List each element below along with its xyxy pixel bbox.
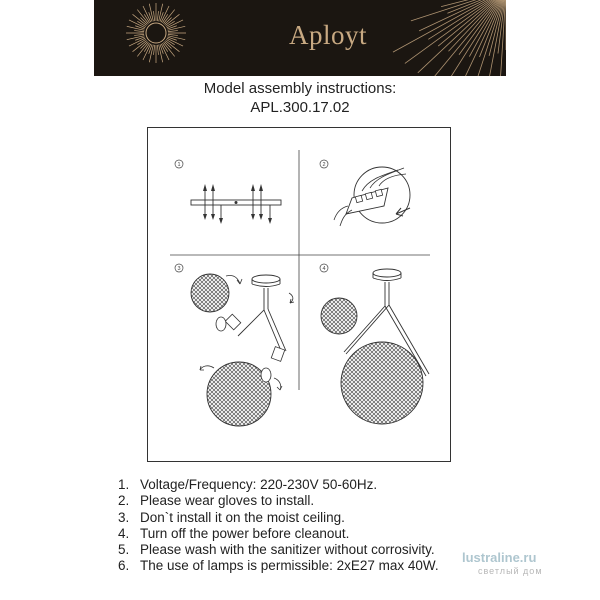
note-item: 3. Don`t install it on the moist ceiling. (118, 509, 345, 525)
lamp-arm (238, 288, 264, 336)
sun-ray (165, 40, 179, 51)
sun-ray (168, 31, 178, 32)
small-glass-globe (191, 274, 229, 312)
sun-ray (133, 40, 147, 51)
svg-text:1: 1 (177, 162, 181, 169)
sun-ray (154, 11, 155, 21)
sun-ray (157, 11, 158, 21)
step-4-marker (320, 264, 328, 272)
small-glass-globe (321, 298, 357, 334)
assembled-lamp-drawing (321, 269, 429, 424)
sun-ray (163, 10, 174, 24)
brand-logo: Aployt (289, 20, 368, 50)
terminal-block-drawing (334, 167, 410, 226)
sun-ray (438, 0, 506, 46)
sun-ray (134, 34, 144, 35)
header-banner (94, 0, 506, 76)
ceiling-canopy (373, 269, 401, 277)
large-glass-globe (341, 342, 423, 424)
model-number: APL.300.17.02 (250, 99, 350, 116)
sun-ray (154, 45, 155, 55)
step-1-marker (175, 160, 183, 168)
svg-text:4: 4 (322, 266, 326, 273)
assembly-diagram-frame (147, 127, 451, 462)
ceiling-canopy (252, 275, 280, 283)
exploded-lamp-drawing (191, 274, 294, 426)
note-item: 6. The use of lamps is permissible: 2xE27 max 40W. (118, 558, 439, 574)
sun-ray (133, 14, 147, 25)
sun-ray (137, 42, 148, 56)
lamp-socket (225, 314, 241, 330)
bulb (261, 368, 271, 382)
note-item: 1. Voltage/Frequency: 220-230V 50-60Hz. (118, 477, 378, 492)
note-item: 4. Turn off the power before cleanout. (118, 525, 350, 541)
watermark-subtext: светлый дом (478, 566, 543, 576)
step-3-marker (175, 264, 183, 272)
sun-rays-decoration (393, 0, 506, 76)
lamp-arm (264, 310, 282, 353)
mounting-plate-drawing (191, 184, 281, 224)
note-item: 5. Please wash with the sanitizer without corrosivity. (118, 542, 435, 558)
step-2-marker (320, 160, 328, 168)
watermark-text: lustraline.ru (462, 550, 537, 565)
sun-ray (163, 42, 174, 56)
sun-ray (165, 14, 179, 25)
svg-text:3: 3 (177, 266, 181, 273)
bulb (216, 317, 226, 331)
sun-ray (157, 45, 158, 55)
assembly-diagram (148, 128, 452, 463)
svg-text:2: 2 (322, 162, 326, 169)
document-title: Model assembly instructions: (203, 80, 397, 97)
sun-ray (168, 34, 178, 35)
lamp-socket (271, 347, 285, 362)
sun-ray (431, 0, 506, 76)
safety-notes-list (118, 477, 439, 575)
sun-ray (137, 10, 148, 24)
sun-ray (134, 31, 144, 32)
note-item: 2. Please wear gloves to install. (118, 493, 315, 509)
